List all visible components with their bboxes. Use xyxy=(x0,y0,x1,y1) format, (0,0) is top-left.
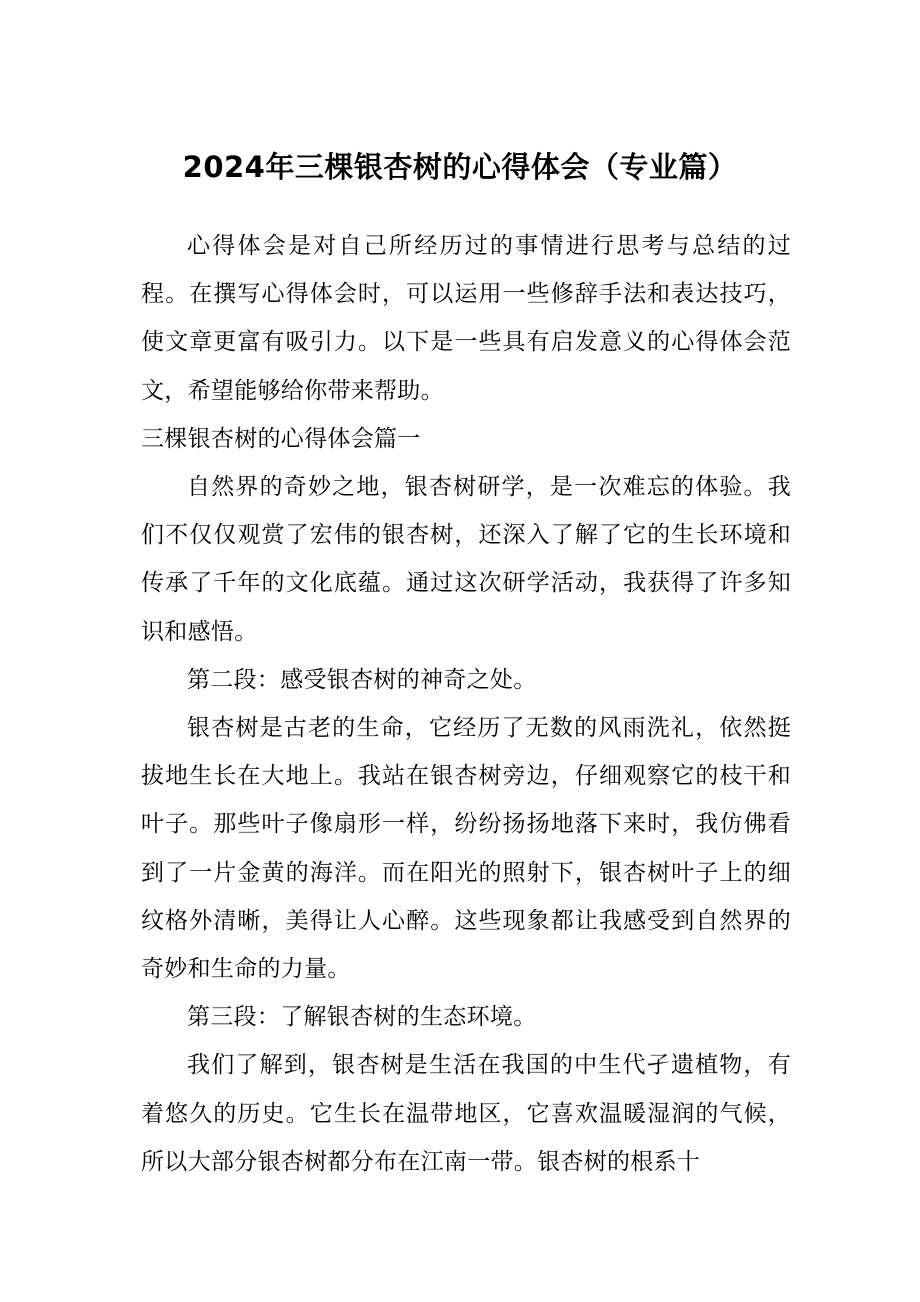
paragraph-third-body: 我们了解到，银杏树是生活在我国的中生代孑遗植物，有着悠久的历史。它生长在温带地区，它喜欢温暖湿润的气候，所以大部分银杏树都分布在江南一带。银杏树的根系十 xyxy=(141,1052,791,1175)
document-title: 2024年三棵银杏树的心得体会（专业篇） xyxy=(182,150,738,184)
paragraph-second-heading: 第二段：感受银杏树的神奇之处。 xyxy=(187,666,537,693)
section-heading: 三棵银杏树的心得体会篇一 xyxy=(141,425,421,452)
paragraph-third-heading: 第三段：了解银杏树的生态环境。 xyxy=(187,1004,537,1031)
paragraph-second-body: 银杏树是古老的生命，它经历了无数的风雨洗礼，依然挺拔地生长在大地上。我站在银杏树旁边，仔细观察它的枝干和叶子。那些叶子像扇形一样，纷纷扬扬地落下来时，我仿佛看到了一片金黄的海洋。而在阳光的照射下，银杏树叶子上的细纹格外清晰，美得让人心醉。这些现象都让我感受到自然界的奇妙和生命的力量。 xyxy=(141,715,791,983)
document-body xyxy=(141,222,791,1186)
paragraph-first: 自然界的奇妙之地，银杏树研学，是一次难忘的体验。我们不仅仅观赏了宏伟的银杏树，还深入了解了它的生长环境和传承了千年的文化底蕴。通过这次研学活动，我获得了许多知识和感悟。 xyxy=(141,474,791,645)
paragraph-intro: 心得体会是对自己所经历过的事情进行思考与总结的过程。在撰写心得体会时，可以运用一些修辞手法和表达技巧，使文章更富有吸引力。以下是一些具有启发意义的心得体会范文，希望能够给你带来帮助。 xyxy=(141,233,791,404)
